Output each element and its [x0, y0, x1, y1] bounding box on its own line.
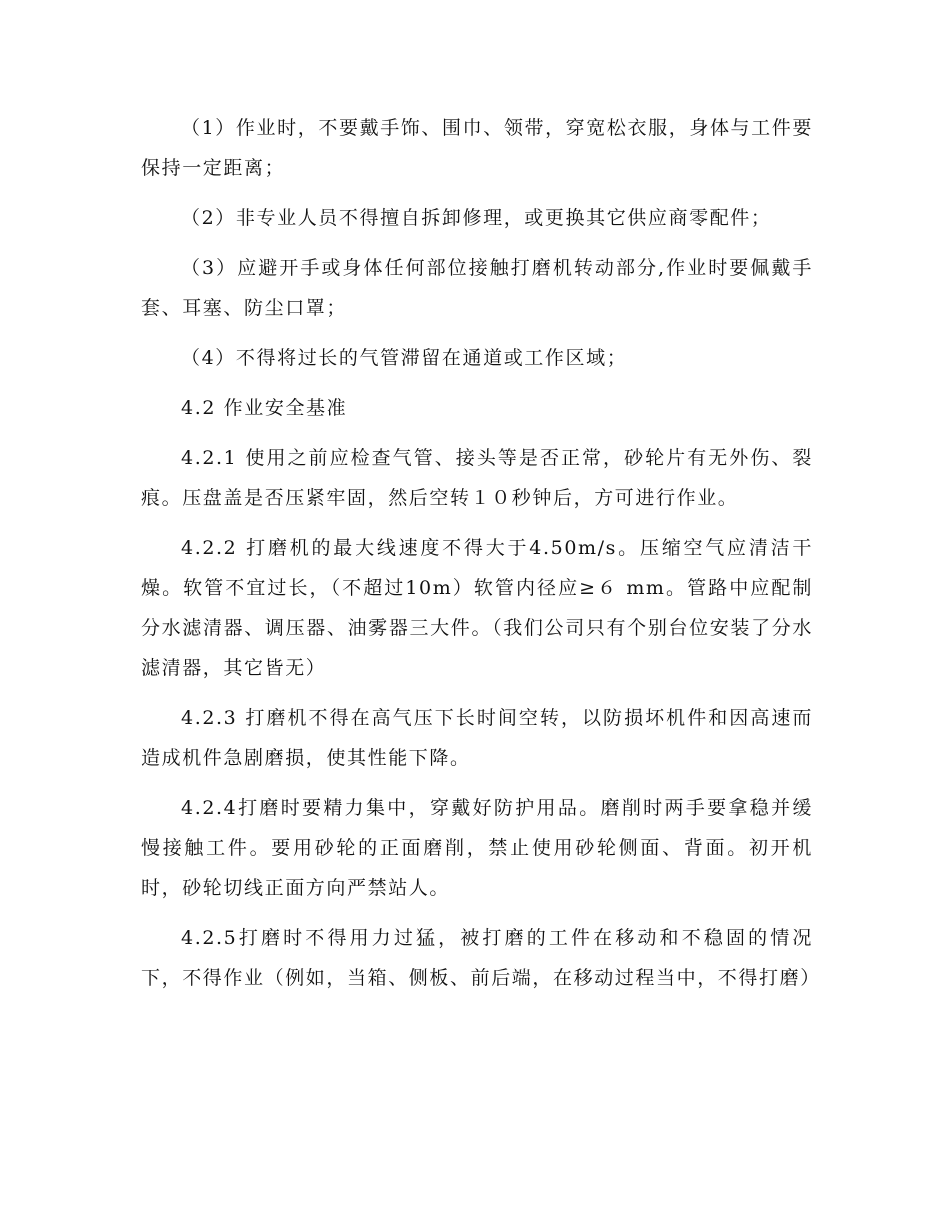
rule-item-2: （2）非专业人员不得擅自拆卸修理，或更换其它供应商零配件； [181, 207, 772, 229]
rule-item-4: （4）不得将过长的气管滞留在通道或工作区域； [181, 347, 628, 369]
section-4-2-1: 4.2.1 使用之前应检查气管、接头等是否正常，砂轮片有无外伤、裂痕。压盘盖是否压紧牢固，然后空转１０秒钟后，方可进行作业。 [141, 447, 813, 509]
section-4-2-3: 4.2.3 打磨机不得在高气压下长时间空转，以防损坏机件和因高速而造成机件急剧磨损，使其性能下降。 [141, 707, 813, 769]
section-4-2-5: 4.2.5打磨时不得用力过猛，被打磨的工件在移动和不稳固的情况下，不得作业（例如，当箱、侧板、前后端，在移动过程当中，不得打磨） [141, 927, 821, 989]
document-body [141, 108, 821, 1008]
section-4-2-4: 4.2.4打磨时要精力集中，穿戴好防护用品。磨削时两手要拿稳并缓慢接触工件。要用砂轮的正面磨削，禁止使用砂轮侧面、背面。初开机时，砂轮切线正面方向严禁站人。 [141, 797, 813, 899]
section-4-2-2: 4.2.2 打磨机的最大线速度不得大于4.50m/s。压缩空气应清洁干燥。软管不宜过长，（不超过10m）软管内径应≥６ mm。管路中应配制分水滤清器、调压器、油雾器三大件。（我们公司只有个别台位安装了分水滤清器，其它皆无） [141, 537, 813, 679]
section-heading: 4.2 作业安全基准 [181, 397, 348, 419]
rule-item-3: （3）应避开手或身体任何部位接触打磨机转动部分,作业时要佩戴手套、耳塞、防尘口罩； [141, 257, 813, 319]
rule-item-1: （1）作业时，不要戴手饰、围巾、领带，穿宽松衣服，身体与工件要保持一定距离； [141, 117, 813, 179]
